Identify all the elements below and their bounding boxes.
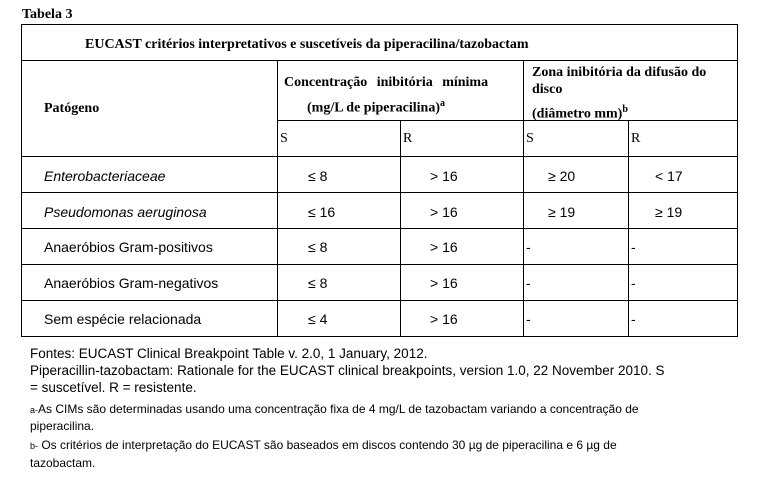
header-mic-unit: (mg/L de piperacilina) xyxy=(307,100,440,116)
footnote-b-line1 xyxy=(30,437,742,454)
row-mic-r: > 16 xyxy=(430,239,458,255)
row-mic-s: ≤ 16 xyxy=(308,204,336,220)
row-mic-s: ≤ 8 xyxy=(308,275,328,291)
header-zone-line2: disco xyxy=(532,82,563,97)
row-mic-r: > 16 xyxy=(430,168,458,184)
row-mic-r: > 16 xyxy=(430,311,458,327)
header-mic-line2 xyxy=(307,98,445,117)
row-zone-s: - xyxy=(526,275,531,291)
row-zone-s: ≥ 19 xyxy=(548,204,576,220)
footnote-source: Fontes: EUCAST Clinical Breakpoint Table v. 2.0, 1 January, 2012. xyxy=(30,346,428,361)
table-label: Tabela 3 xyxy=(22,7,73,22)
row-mic-s: ≤ 4 xyxy=(308,311,328,327)
header-mic-line1: Concentração inibitória mínima xyxy=(284,75,489,90)
row-mic-s: ≤ 8 xyxy=(308,168,328,184)
footnote-a-marker: a- xyxy=(30,405,39,415)
footnote-a-line2: piperacilina. xyxy=(30,419,95,433)
footnote-b-line2: tazobactam. xyxy=(30,456,96,470)
row-zone-r: - xyxy=(631,275,636,291)
row-zone-s: - xyxy=(526,311,531,327)
subheader-zone-r: R xyxy=(631,131,641,146)
row-zone-r: - xyxy=(631,311,636,327)
row-zone-r: - xyxy=(631,239,636,255)
footnote-b-marker: b- xyxy=(30,441,39,451)
row-mic-s: ≤ 8 xyxy=(308,239,328,255)
table-title: EUCAST critérios interpretativos e suscetíveis da piperacilina/tazobactam xyxy=(85,37,529,52)
subheader-mic-s: S xyxy=(280,131,288,146)
header-zone-line3 xyxy=(532,104,628,123)
footnote-a-line1 xyxy=(30,401,742,418)
row-pathogen-name: Anaeróbios Gram-negativos xyxy=(44,275,219,291)
header-pathogen: Patógeno xyxy=(44,101,100,116)
footnote-b-text: Os critérios de interpretação do EUCAST são baseados em discos contendo 30 µg de piperacilina e 6 µg de xyxy=(38,438,617,452)
subheader-zone-s: S xyxy=(526,131,534,146)
subheader-mic-r: R xyxy=(403,131,413,146)
row-zone-s: - xyxy=(526,239,531,255)
row-mic-r: > 16 xyxy=(430,275,458,291)
header-mic-mark: a xyxy=(440,98,445,109)
row-pathogen-name: Sem espécie relacionada xyxy=(44,311,202,327)
header-zone-line1: Zona inibitória da difusão do xyxy=(532,65,707,80)
row-pathogen-name: Pseudomonas aeruginosa xyxy=(44,204,207,220)
row-zone-s: ≥ 20 xyxy=(548,168,576,184)
row-zone-r: ≥ 19 xyxy=(655,204,683,220)
footnote-a-text: As CIMs são determinadas usando uma concentração fixa de 4 mg/L de tazobactam variando a concentração de xyxy=(38,402,639,416)
row-mic-r: > 16 xyxy=(430,204,458,220)
row-pathogen-name: Anaeróbios Gram-positivos xyxy=(44,239,213,255)
header-zone-mark: b xyxy=(622,104,628,115)
footnote-rationale-line1: Piperacillin-tazobactam: Rationale for the EUCAST clinical breakpoints, version 1.0, 22 November 2010. S xyxy=(30,363,665,378)
row-pathogen-name: Enterobacteriaceae xyxy=(44,168,166,184)
header-zone-unit: (diâmetro mm) xyxy=(532,106,623,122)
row-zone-r: < 17 xyxy=(655,168,683,184)
footnote-rationale-line2: = suscetível. R = resistente. xyxy=(30,380,197,395)
